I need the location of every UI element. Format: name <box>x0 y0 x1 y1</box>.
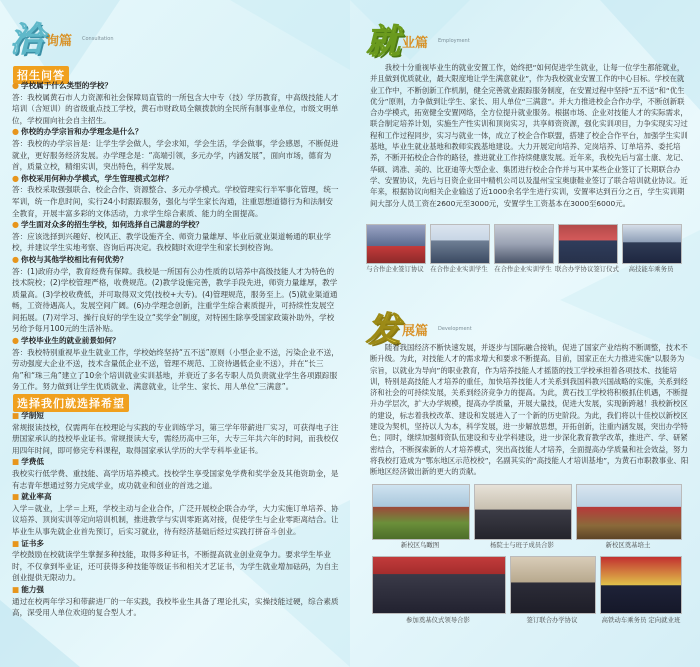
employment-caption: 联合办学协议签订仪式 <box>555 265 619 273</box>
development-photo <box>372 556 506 614</box>
feature-list <box>12 410 340 619</box>
faq-list <box>12 80 340 393</box>
development-caption: 高铁动车乘务员 定向就业班 <box>601 616 681 624</box>
development-caption: 杨院士与班子成员合影 <box>490 541 554 549</box>
feature-desc: 我校实行低学费、重技能、高学历培养模式。技校学生享受国家免学费和奖学金及其他资助金，是有志青年想通过努力完成学业，成功就业和创业的首选之道。 <box>12 468 339 490</box>
feature-desc: 常规报读技校，仅需两年在校理论与实践的专业训练学习，第三学年带薪进厂实习，可获得电子注册国家承认的技校毕业证书。常规报读大专，需经历高中三年，大专三年共六年的时间，而我校仅用四年时间，即可修完专科课程，取得国家承认学历的大学专科毕业证书。 <box>12 422 339 455</box>
faq-answer: 答：我校采取强强联合、校企合作、资源整合、多元办学模式。学校管理实行半军事化管理，统一军训，统一作息时间，实行24小时跟踪服务，强化与学生家长沟通，注重思想道德行为和法制安全教育，开展丰富多彩的文体活动，力求学生综合素质、能力的全面提高。 <box>12 185 339 218</box>
feature-title: 证书多 <box>21 538 44 548</box>
employment-paragraph: 我校十分重视毕业生的就业安置工作，始终把“如何促进学生就业，让每一位学生都能就业，并且做到优质就业，最大限度地让学生满意就业”，作为我校就业安置工作的中心目标。学校在就业工作中，不断创新工作机制，健全完善就业跟踪服务制度，在安置过程中坚持“五不送”和“优生优分”原则，力争做到让学生、家长、用人单位“三满意”。并大力推进校企合作办学，不断创新联合办学模式，拓宽健全安置网络，全方位提升就业服务。根据市场、企业对技能人才的实际需求，联合制定培养计划，实施生产性实训和顶岗实习，共享师资资源，强化实训项目，力争实现实习过程和工作过程同步，实习与就业一体，成立了校企合作联盟，搭建了校企合作平台，加强学生实训基地，毕业生就业基地和教师实践基地建设。大力开展定向培养、定岗培养、订单培养、委托培养，不断开拓校企合作的路径，推进就业工作持续健康发展。近年来，我校先后与富士康、龙记、华硕、鸿准、美的、比亚迪等大型企业、集团进行校企合作并与其中某些企业签订了长期联合办学、安置协议，先后与日资企业田中精机公司以及温州宝宝奥康鞋业签订了联合培训就业协议。近年来，根据协议向相关企业输送了近1000余名学生进行实训，安置率达到百分之百，学生实训期间大部分人员工资在2600元至3000元，安置学生工资基本在3000至6000元。 <box>370 63 688 208</box>
faq-question: 学校毕业生的就业前景如何？ <box>20 336 120 346</box>
feature-desc: 学校鼓励在校就读学生掌握多种技能，取得多种证书，不断提高就业创业竞争力。要求学生毕业时，不仅拿到毕业证，还可获得多种技能等级证书和相关才艺证书，为学生就业增加砝码，为自主创业提供无限动力。 <box>12 550 339 583</box>
feature-title: 能力强 <box>21 584 44 594</box>
employment-photo <box>430 224 490 264</box>
feature-desc: 通过在校两年学习和带薪进厂的一年实践，我校毕业生具备了理论扎实，实操技能过硬，综合素质高，深受用人单位欢迎的复合型人才。 <box>12 596 339 618</box>
faq-question: 学校属于什么类型的学校？ <box>20 81 113 90</box>
development-photo <box>600 556 682 614</box>
feature-item: ■ 证书多 学校鼓励在校就读学生掌握多种技能，取得多种证书，不断提高就业创业竞争力。要求学生毕业时，不仅拿到毕业证，还可获得多种技能等级证书和相关才艺证书，为学生就业增加砝码，为自主创业提供无限动力。 <box>12 538 339 583</box>
development-en-label: Development <box>438 326 472 332</box>
feature-title: 学制短 <box>21 411 44 420</box>
feature-title: 学费低 <box>21 457 44 467</box>
feature-item: ■ 能力强 通过在校两年学习和带薪进厂的一年实践，我校毕业生具备了理论扎实，实操技能过硬，综合素质高，深受用人单位欢迎的复合型人才。 <box>12 584 339 618</box>
faq-answer: 答：我校特别重视毕业生就业工作，学校始终坚持“五不送”原则（小型企业不送，污染企业不送，劳动强度大企业不送，技术含量低企业不送，管理不规范、工资待遇低企业不送），并在“长三角”和“珠三角”建立了10余个培训就业实训基地，并衰近了多名专职人员负责就业学生各项跟踪服务工作。努力做到让学生优质就业、满意就业，让学生、家长、用人单位“三满意”。 <box>12 347 339 392</box>
consult-en-label: Consultation <box>82 36 114 42</box>
faq-answer: 答：(1)政府办学，教育经费有保障。我校是一所国有公办性质的以培养中高级技能人才为特色的技术院校；(2)学校管理严格，收费规范。(2)教学设施完善，教学手段先进，师资力量雄厚，教学质量高。(3)学校收费低，并可取得双文凭(技校+大专)。(4)管理规范，服务至上。(5)就业渠道通畅，工资待遇高人，发展空间广阔。(6)办学理念创新，注重学生综合素质提升，可持续性发展空间拓展。(7)对学习、操行良好的学生设立“奖学金”制度，对特困生除享受国家政策补助外，学校另给予每月100元的生活补贴。 <box>12 266 338 334</box>
faq-answer: 答：我校属黄石市人力资源和社会保障局直管的一所包含大中专（技）学历教育，中高级技能人才培训（含短训）的省级重点技工学校，黄石市财政局全额拨款的全民所有制事业单位，市级文明单位，学校面向社会自主招生。 <box>12 92 339 125</box>
development-paragraph: 随着我国经济不断快速发展，并逐步与国际融合接轨，促进了国家产业结构不断调整，技术不断升级。为此，对技能人才的需求增大和要求不断提高。目前，国家正在大力推进实施“以服务为宗旨，以就业为导向”的职业教育，作为培养技能人才摇篮的技工学校承担着各项技术、技能培训，特别是高技能人才培养的重任，加快培养技能人才关系到我国科教兴国战略的实施，关系到经济和社会的可持续发展，关系到经济竞争力的提高。为此，黄石技工学校将积极抓住机遇，不断提升办学层次，扩大办学规模，提高办学质量，开展大量技，促进大发展，实现新跨越！我校新校区的建设，标志着我校改革、建设和发展进入了一个新的历史阶段。为此，我们将以十佳校以新校区建设为契机，坚持以人为本，科学发展，进一步解放思想，开拓创新，注重内涵发展，突出办学特色；同时，继续加强师资队伍建设和专业学科建设，进一步深化教育教学改革，推进产、学、研紧密结合，不断探索新的人才培养模式，突出高技能人才培养，全面提高办学质量和社会效益，努力将我校打造成为“鄂东地区示范校校”，名副其实的“高技能人才培训基地”，为黄石市职教事业、阳断地区经济做出新的更大的贡献。 <box>370 343 689 477</box>
faq-question: 你校与其他学校相比有何优势？ <box>20 254 128 264</box>
employment-caption: 在合作企业实训学生 <box>494 265 552 273</box>
employment-caption: 在合作企业实训学生 <box>430 265 488 273</box>
employment-photo <box>366 224 426 264</box>
feature-item: ■ 就业率高 入学＝就业，上学＝上班，学校主动与企业合作，广泛开展校企联合办学，大力实施订单培养、协议培养、顶岗实训等定向培训机制，推进教学与实训零距离对接，促使学生与企业零距离结合。让毕业生从事先就企业首先预订，后实习就业，待有经济基础后经过实践打拼奋斗创业。 <box>12 492 339 536</box>
faq-item: ● 你校采用何种办学模式，学生管理模式怎样？ 答：我校采取强强联合、校企合作、资源整合、多元办学模式。学校管理实行半军事化管理，统一军训，统一作息时间，实行24小时跟踪服务，强化与学生家长沟通，注重思想道德行为和法制安全教育，开展丰富多彩的文体活动，力求学生综合素质、能力的全面提高。 <box>12 173 339 218</box>
employment-text <box>370 62 690 209</box>
development-photo <box>372 484 470 540</box>
feature-item: ■ 学费低 我校实行低学费、重技能、高学历培养模式。技校学生享受国家免学费和奖学金及其他资助金，是有志青年想通过努力完成学业，成功就业和创业的首选之道。 <box>12 457 339 490</box>
feature-item: ■ 学制短 常规报读技校，仅需两年在校理论与实践的专业训练学习，第三学年带薪进厂实习，可获得电子注册国家承认的技校毕业证书。常规报读大专，需经历高中三年，大专三年共六年的时间，而我校仅用四年时间，即可修完专科课程，取得国家承认学历的大学专科毕业证书。 <box>12 411 339 455</box>
right-column <box>350 0 700 667</box>
development-text <box>370 342 690 478</box>
faq-question: 你校的办学宗旨和办学理念是什么？ <box>20 127 143 137</box>
faq-question: 学生面对众多的招生学校，如何选择自己满意的学校？ <box>20 220 204 230</box>
faq-answer: 答：应该选择到兴趣好、校风正、教学设施齐全、师资力量雄厚、毕业后就业渠道畅通的职业学校，并建议学生实地考察、咨询后再决定。我校随时欢迎学生和家长到校咨询。 <box>12 231 331 253</box>
faq-answer: 答：我校的办学宗旨是：让学生学会做人，学会求知，学会生活，学会做事，学会感恩，不断促进就业，更好服务经济发展。办学理念是：“高端引领，多元办学，内涵发展”，面向市场，德育为首，质量立校，精细实训，突出特色，科学发展。 <box>12 138 339 172</box>
faq-item: ● 你校的办学宗旨和办学理念是什么？ 答：我校的办学宗旨是：让学生学会做人，学会求知，学会生活，学会做事，学会感恩，不断促进就业，更好服务经济发展。办学理念是：“高端引领，多元办学，内涵发展”，面向市场，德育为首，质量立校，精细实训，突出特色，科学发展。 <box>12 127 339 172</box>
consult-small-char: 询篇 <box>46 34 73 49</box>
employment-photo <box>622 224 682 264</box>
employment-en-label: Employment <box>438 38 470 44</box>
development-caption: 新校区奠基培土 <box>605 541 651 549</box>
employment-header <box>350 0 700 62</box>
development-caption: 新校区鸟瞰图 <box>400 541 440 549</box>
faq-item: ● 学生面对众多的招生学校，如何选择自己满意的学校？ 答：应该选择到兴趣好、校风正、教学设施齐全、师资力量雄厚、毕业后就业渠道畅通的职业学校，并建议学生实地考察、咨询后再决定。我校随时欢迎学生和家长到校咨询。 <box>12 219 340 254</box>
development-small-char: 展篇 <box>402 324 429 339</box>
development-caption: 参加奠基仪式领导合影 <box>406 616 470 624</box>
development-caption: 签订联合办学协议 <box>526 616 578 624</box>
feature-desc: 入学＝就业，上学＝上班，学校主动与企业合作，广泛开展校企联合办学，大力实施订单培养、协议培养、顶岗实训等定向培训机制，推进教学与实训零距离对接，促使学生与企业零距离结合。让毕业生从事先就企业首先预订，后实习就业，待有经济基础后经过实践打拼奋斗创业。 <box>12 503 339 536</box>
faq-item: ● 你校与其他学校相比有何优势？ 答：(1)政府办学，教育经费有保障。我校是一所国有公办性质的以培养中高级技能人才为特色的技术院校；(2)学校管理严格，收费规范。(2)教学设施完善，教学手段先进，师资力量雄厚，教学质量高。(3)学校收费低，并可取得双文凭(技校+大专)。(4)管理规范，服务至上。(5)就业渠道通畅，工资待遇高人，发展空间广阔。(6)办学理念创新，注重学生综合素质提升，可持续性发展空间拓展。(7)对学习、操行良好的学生设立“奖学金”制度，对特困生除享受国家政策补助外，学校另给予每月100元的生活补贴。 <box>12 254 340 335</box>
choose-us-title: 选择我们就选择希望 <box>13 394 129 412</box>
employment-small-char: 业篇 <box>402 36 429 51</box>
employment-big-char: 就 <box>366 22 400 62</box>
consult-header <box>0 0 350 60</box>
consult-big-char: 洽 <box>10 20 44 60</box>
faq-question: 你校采用何种办学模式，学生管理模式怎样？ <box>20 173 173 183</box>
development-photo <box>576 484 682 540</box>
development-big-char: 发 <box>366 310 400 350</box>
development-photo <box>474 484 572 540</box>
employment-photo <box>558 224 618 264</box>
faq-item: ● 学校毕业生的就业前景如何？ 答：我校特别重视毕业生就业工作，学校始终坚持“五不送”原则（小型企业不送，污染企业不送，劳动强度大企业不送，技术含量低企业不送，管理不规范、工资待遇低企业不送），并在“长三角”和“珠三角”建立了10余个培训就业实训基地，并衰近了多名专职人员负责就业学生各项跟踪服务工作。努力做到让学生优质就业、满意就业，让学生、家长、用人单位“三满意”。 <box>12 336 339 392</box>
faq-title: 招生问答 <box>13 66 69 84</box>
employment-caption: 高技能车乘务员 <box>628 265 674 273</box>
employment-photo <box>494 224 554 264</box>
development-photo <box>510 556 596 614</box>
employment-caption: 与合作企业签订协议 <box>366 265 424 273</box>
feature-title: 就业率高 <box>21 492 52 502</box>
faq-item: ● 学校属于什么类型的学校？ 答：我校属黄石市人力资源和社会保障局直管的一所包含大中专（技）学历教育，中高级技能人才培训（含短训）的省级重点技工学校，黄石市财政局全额拨款的全民所有制事业单位，市级文明单位，学校面向社会自主招生。 <box>12 81 339 125</box>
